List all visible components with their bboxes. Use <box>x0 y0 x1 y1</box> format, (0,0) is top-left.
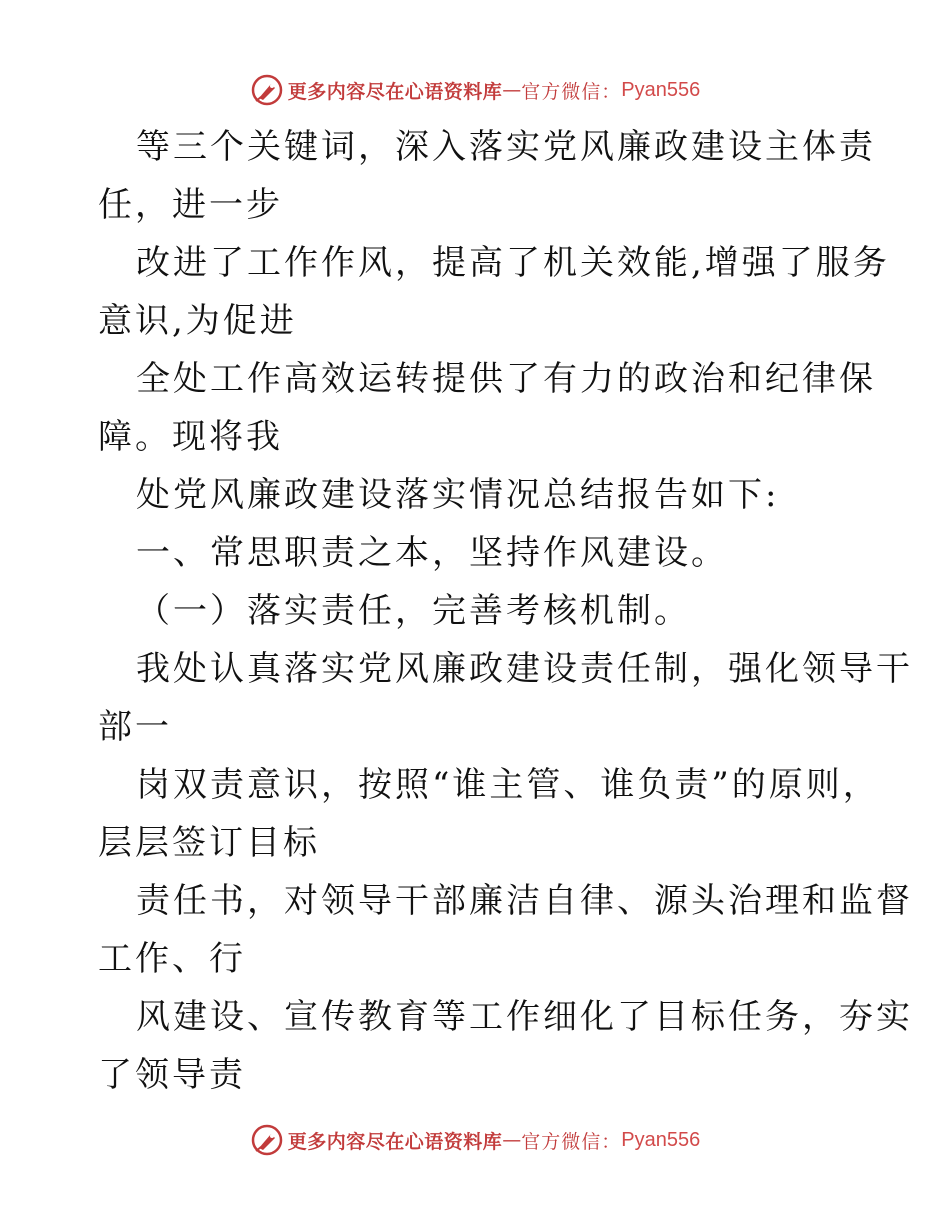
banner-wechat-label: 官方微信： <box>521 1130 622 1153</box>
paragraph-line: 工作、行 <box>98 939 246 979</box>
banner-wechat-handle: Pyan556 <box>621 1128 701 1151</box>
banner-site-name: 更多内容尽在心语资料库 <box>287 80 503 103</box>
document-body <box>98 118 913 1104</box>
banner-site-name: 更多内容尽在心语资料库 <box>287 1130 503 1153</box>
paragraph-line: 改进了工作作风，提高了机关效能,增强了服务 <box>136 243 890 283</box>
paragraph-line: 责任书，对领导干部廉洁自律、源头治理和监督 <box>136 881 913 921</box>
paragraph-line: 等三个关键词，深入落实党风廉政建设主体责 <box>136 127 876 167</box>
subsection-heading: （一）落实责任，完善考核机制。 <box>136 591 691 631</box>
paragraph-line: 处党风廉政建设落实情况总结报告如下: <box>136 475 780 515</box>
pen-nib-logo-icon <box>250 1123 284 1157</box>
banner-separator: — <box>502 79 522 101</box>
paragraph-line: 全处工作高效运转提供了有力的政治和纪律保 <box>136 359 876 399</box>
section-heading: 一、常思职责之本，坚持作风建设。 <box>136 533 728 573</box>
banner-wechat-label: 官方微信： <box>521 80 622 103</box>
paragraph-line: 意识,为促进 <box>98 301 297 341</box>
paragraph-line: 层层签订目标 <box>98 823 320 863</box>
pen-nib-logo-icon <box>250 73 284 107</box>
paragraph-line: 岗双责意识，按照“谁主管、谁负责”的原则， <box>136 765 880 805</box>
banner-separator: — <box>502 1129 522 1151</box>
paragraph-line: 风建设、宣传教育等工作细化了目标任务，夯实 <box>136 997 913 1037</box>
paragraph-line: 部一 <box>98 707 172 747</box>
paragraph-line: 任，进一步 <box>98 185 283 225</box>
paragraph-line: 我处认真落实党风廉政建设责任制，强化领导干 <box>136 649 913 689</box>
paragraph-line: 了领导责 <box>98 1055 246 1095</box>
header-banner <box>0 70 950 110</box>
footer-banner <box>0 1120 950 1160</box>
banner-wechat-handle: Pyan556 <box>621 78 701 101</box>
paragraph-line: 障。现将我 <box>98 417 283 457</box>
